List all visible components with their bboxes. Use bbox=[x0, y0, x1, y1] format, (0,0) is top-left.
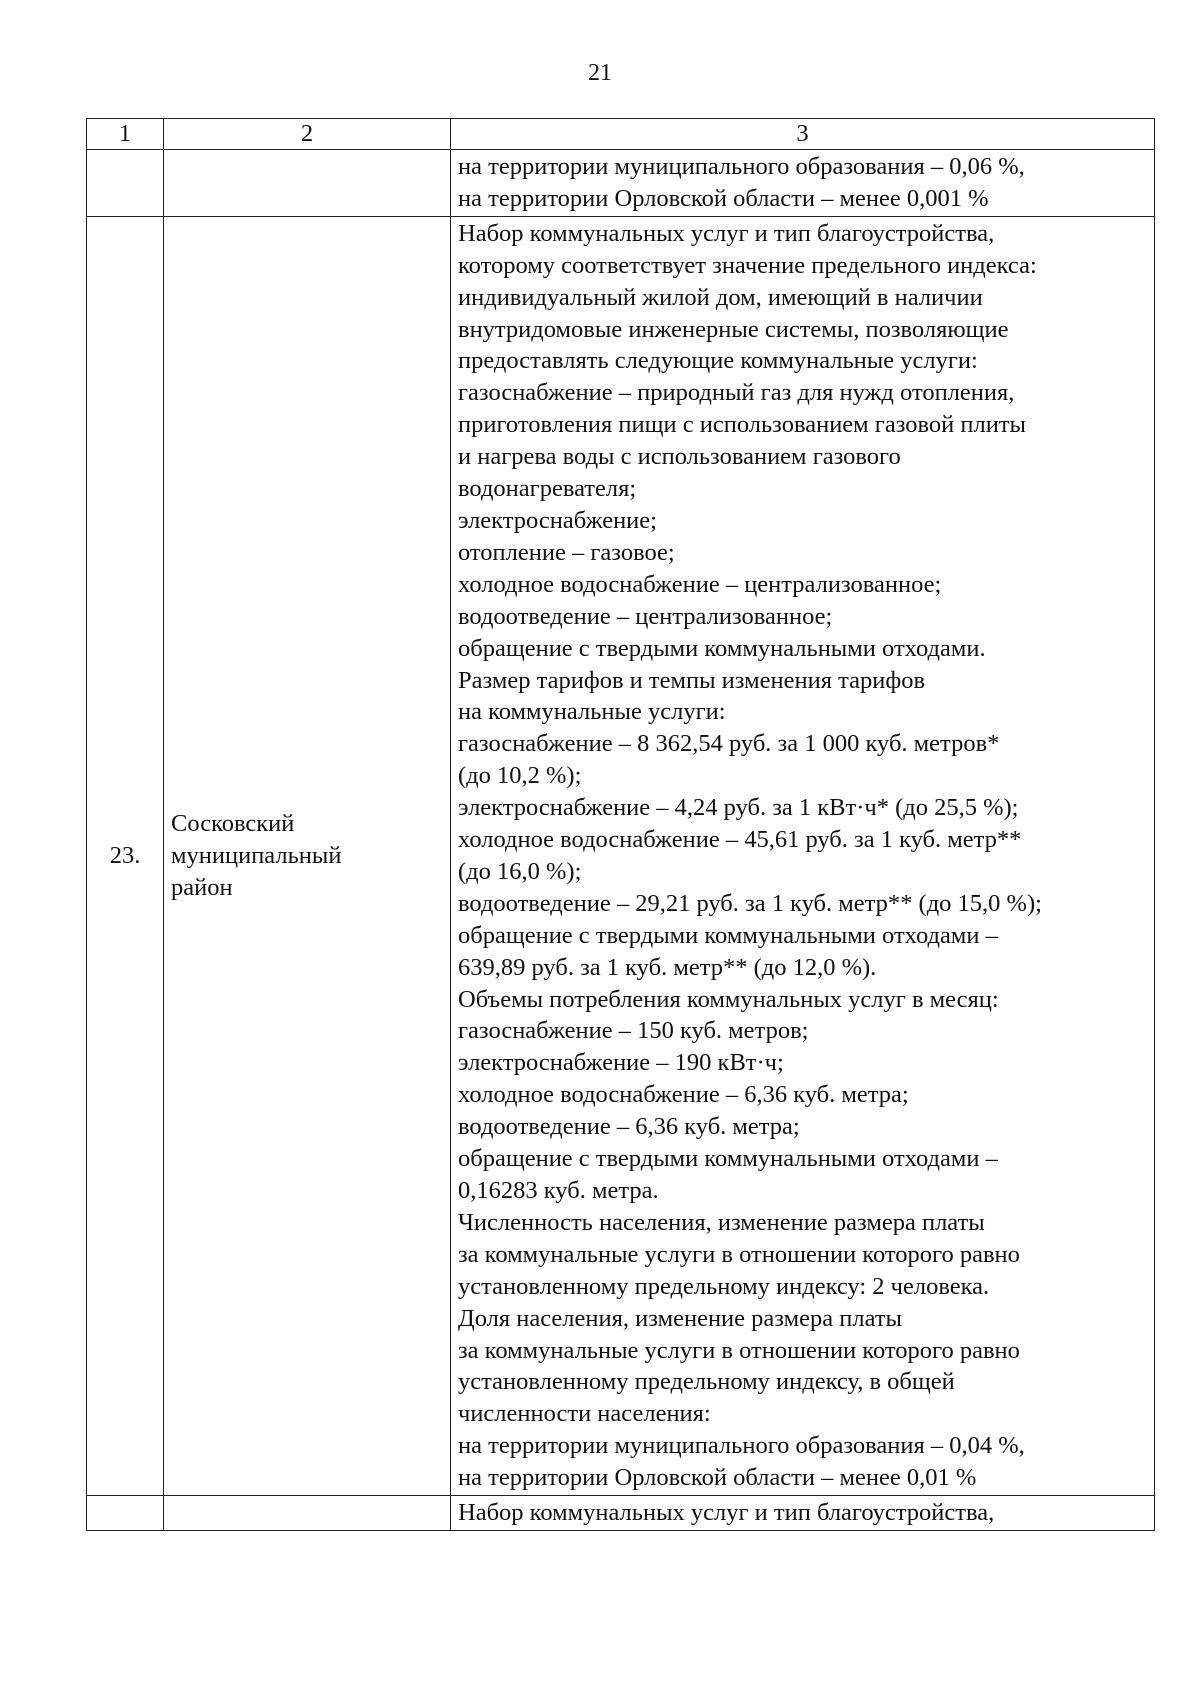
text-line: приготовления пищи с использованием газовой плиты bbox=[458, 411, 1027, 439]
text-line: Набор коммунальных услуг и тип благоустройства, bbox=[458, 1499, 995, 1527]
text-line: электроснабжение – 4,24 руб. за 1 кВт·ч* (до 25,5 %); bbox=[458, 794, 1019, 822]
text-line: электроснабжение; bbox=[458, 506, 657, 534]
text-line: (до 10,2 %); bbox=[458, 762, 582, 790]
page-number: 21 bbox=[588, 60, 612, 86]
header-col-2: 2 bbox=[164, 119, 451, 150]
text-line: (до 16,0 %); bbox=[458, 857, 582, 885]
text-line: Численность населения, изменение размера платы bbox=[458, 1208, 985, 1236]
text-line: газоснабжение – 8 362,54 руб. за 1 000 куб. метров* bbox=[458, 730, 1000, 758]
text-line: внутридомовые инженерные системы, позволяющие bbox=[458, 315, 1009, 343]
text-line: Размер тарифов и темпы изменения тарифов bbox=[458, 666, 926, 694]
text-line: 639,89 руб. за 1 куб. метр** (до 12,0 %). bbox=[458, 953, 877, 981]
text-line: холодное водоснабжение – 6,36 куб. метра; bbox=[458, 1081, 909, 1109]
text-line: Объемы потребления коммунальных услуг в месяц: bbox=[458, 985, 999, 1013]
municipality-name-line: Сосковский bbox=[171, 810, 295, 838]
text-line: за коммунальные услуги в отношении которого равно bbox=[458, 1240, 1020, 1268]
text-line: 0,16283 куб. метра. bbox=[458, 1177, 659, 1204]
row-number-cell bbox=[87, 1496, 164, 1531]
text-line: на территории Орловской области – менее 0,01 % bbox=[458, 1464, 977, 1492]
row-number-cell: 23. bbox=[87, 216, 164, 1495]
description-cell bbox=[451, 150, 1155, 217]
text-line: холодное водоснабжение – 45,61 руб. за 1 куб. метр** bbox=[458, 826, 1022, 854]
text-line: водоотведение – централизованное; bbox=[458, 602, 833, 630]
text-line: водоотведение – 6,36 куб. метра; bbox=[458, 1113, 800, 1141]
text-line: газоснабжение – 150 куб. метров; bbox=[458, 1017, 809, 1045]
text-line: обращение с твердыми коммунальными отходами. bbox=[458, 634, 986, 662]
description-cell bbox=[451, 1496, 1155, 1531]
text-line: Доля населения, изменение размера платы bbox=[458, 1304, 902, 1332]
row-number-cell bbox=[87, 150, 164, 217]
text-line: водонагревателя; bbox=[458, 475, 637, 503]
text-line: Набор коммунальных услуг и тип благоустройства, bbox=[458, 219, 995, 247]
text-line: установленному предельному индексу, в общей bbox=[458, 1368, 955, 1396]
text-line: на территории муниципального образования – 0,06 %, bbox=[458, 153, 1025, 180]
description-cell bbox=[451, 216, 1155, 1495]
text-line: на коммунальные услуги: bbox=[458, 698, 726, 726]
table-row-23 bbox=[87, 216, 1155, 1495]
text-line: холодное водоснабжение – централизованное; bbox=[458, 570, 942, 598]
table-row-continued bbox=[87, 150, 1155, 217]
tariff-table bbox=[86, 118, 1155, 1531]
text-line: индивидуальный жилой дом, имеющий в наличии bbox=[458, 283, 983, 311]
text-line: электроснабжение – 190 кВт·ч; bbox=[458, 1049, 784, 1077]
header-col-3: 3 bbox=[451, 119, 1155, 150]
text-line: установленному предельному индексу: 2 человека. bbox=[458, 1272, 990, 1300]
text-line: предоставлять следующие коммунальные услуги: bbox=[458, 347, 978, 375]
table-header-row bbox=[87, 119, 1155, 150]
municipality-cell bbox=[164, 1496, 451, 1531]
municipality-name-line: муниципальный bbox=[171, 841, 342, 869]
text-line: численности населения: bbox=[458, 1400, 711, 1428]
header-col-1: 1 bbox=[87, 119, 164, 150]
municipality-name-line: район bbox=[171, 873, 233, 901]
text-line: отопление – газовое; bbox=[458, 538, 675, 566]
text-line: и нагрева воды с использованием газового bbox=[458, 443, 901, 471]
text-line: газоснабжение – природный газ для нужд отопления, bbox=[458, 379, 1015, 407]
text-line: которому соответствует значение предельного индекса: bbox=[458, 251, 1037, 279]
text-line: водоотведение – 29,21 руб. за 1 куб. метр** (до 15,0 %); bbox=[458, 889, 1042, 917]
table-row-next bbox=[87, 1496, 1155, 1531]
text-line: на территории муниципального образования – 0,04 %, bbox=[458, 1432, 1025, 1460]
municipality-cell bbox=[164, 150, 451, 217]
text-line: за коммунальные услуги в отношении которого равно bbox=[458, 1336, 1020, 1364]
text-line: на территории Орловской области – менее 0,001 % bbox=[458, 184, 989, 212]
municipality-cell bbox=[164, 216, 451, 1495]
text-line: обращение с твердыми коммунальными отходами – bbox=[458, 921, 998, 949]
text-line: обращение с твердыми коммунальными отходами – bbox=[458, 1145, 998, 1173]
